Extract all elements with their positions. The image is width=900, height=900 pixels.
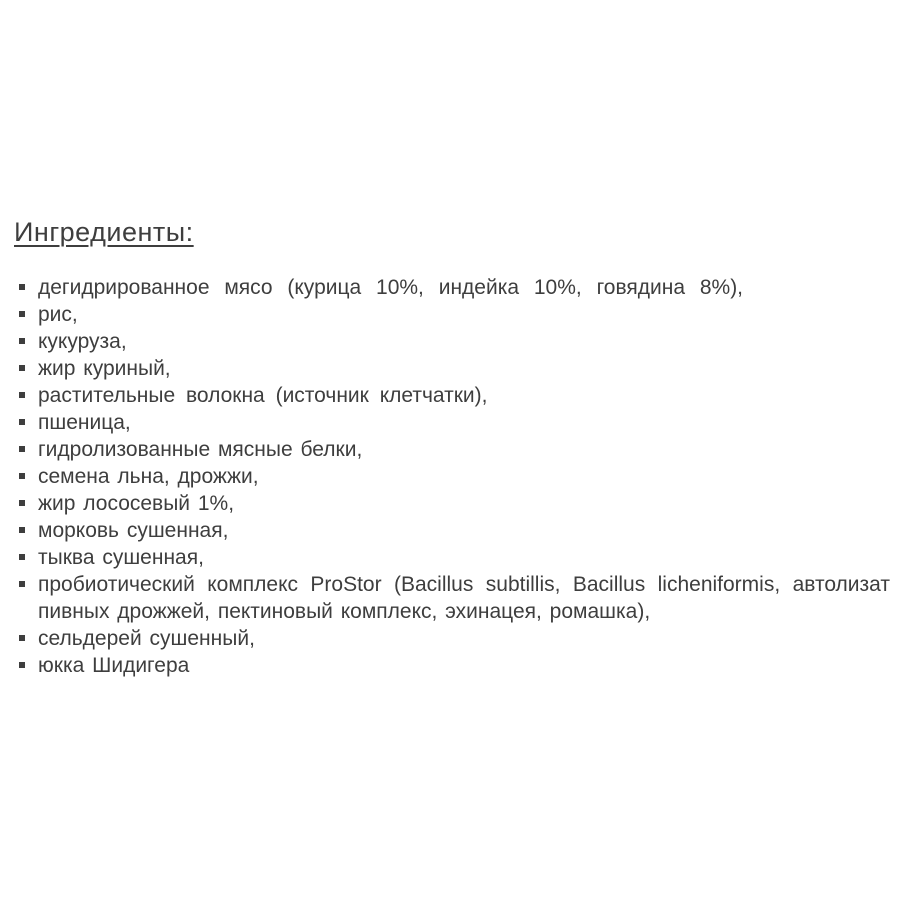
- square-bullet-icon: [19, 662, 25, 668]
- ingredient-list: [14, 274, 890, 679]
- square-bullet-icon: [19, 527, 25, 533]
- ingredient-line: растительные волокна (источник клетчатки),: [38, 384, 488, 407]
- ingredient-item: [14, 490, 890, 517]
- ingredient-line: пробиотический комплекс ProStor (Bacillus subtillis, Bacillus licheniformis, автолизат: [38, 573, 890, 596]
- ingredient-item: [14, 517, 890, 544]
- square-bullet-icon: [19, 500, 25, 506]
- ingredient-item: [14, 463, 890, 490]
- page-title: Ингредиенты:: [14, 217, 194, 247]
- square-bullet-icon: [19, 473, 25, 479]
- ingredient-item: [14, 274, 890, 301]
- ingredient-line: кукуруза,: [38, 330, 127, 353]
- ingredient-item: [14, 301, 890, 328]
- ingredient-line: пшеница,: [38, 411, 131, 434]
- ingredient-line: тыква сушенная,: [38, 546, 204, 569]
- ingredient-line: морковь сушенная,: [38, 519, 229, 542]
- square-bullet-icon: [19, 365, 25, 371]
- ingredient-line: юкка Шидигера: [38, 654, 190, 677]
- ingredient-item: [14, 571, 890, 625]
- ingredient-item: [14, 544, 890, 571]
- ingredient-line: жир лососевый 1%,: [38, 492, 235, 515]
- square-bullet-icon: [19, 635, 25, 641]
- ingredient-item: [14, 625, 890, 652]
- square-bullet-icon: [19, 392, 25, 398]
- square-bullet-icon: [19, 338, 25, 344]
- ingredient-item: [14, 436, 890, 463]
- square-bullet-icon: [19, 419, 25, 425]
- square-bullet-icon: [19, 581, 25, 587]
- ingredient-line: семена льна, дрожжи,: [38, 465, 259, 488]
- ingredient-line: жир куриный,: [38, 357, 171, 380]
- ingredient-item: [14, 652, 890, 679]
- square-bullet-icon: [19, 311, 25, 317]
- ingredient-line: пивных дрожжей, пектиновый комплекс, эхинацея, ромашка),: [38, 600, 651, 623]
- ingredient-line: дегидрированное мясо (курица 10%, индейка 10%, говядина 8%),: [38, 276, 744, 299]
- ingredient-item: [14, 382, 890, 409]
- ingredient-item: [14, 409, 890, 436]
- ingredient-item: [14, 355, 890, 382]
- ingredient-item: [14, 328, 890, 355]
- ingredient-line: сельдерей сушенный,: [38, 627, 255, 650]
- square-bullet-icon: [19, 446, 25, 452]
- ingredient-line: рис,: [38, 303, 78, 326]
- square-bullet-icon: [19, 554, 25, 560]
- square-bullet-icon: [19, 284, 25, 290]
- ingredient-line: гидролизованные мясные белки,: [38, 438, 363, 461]
